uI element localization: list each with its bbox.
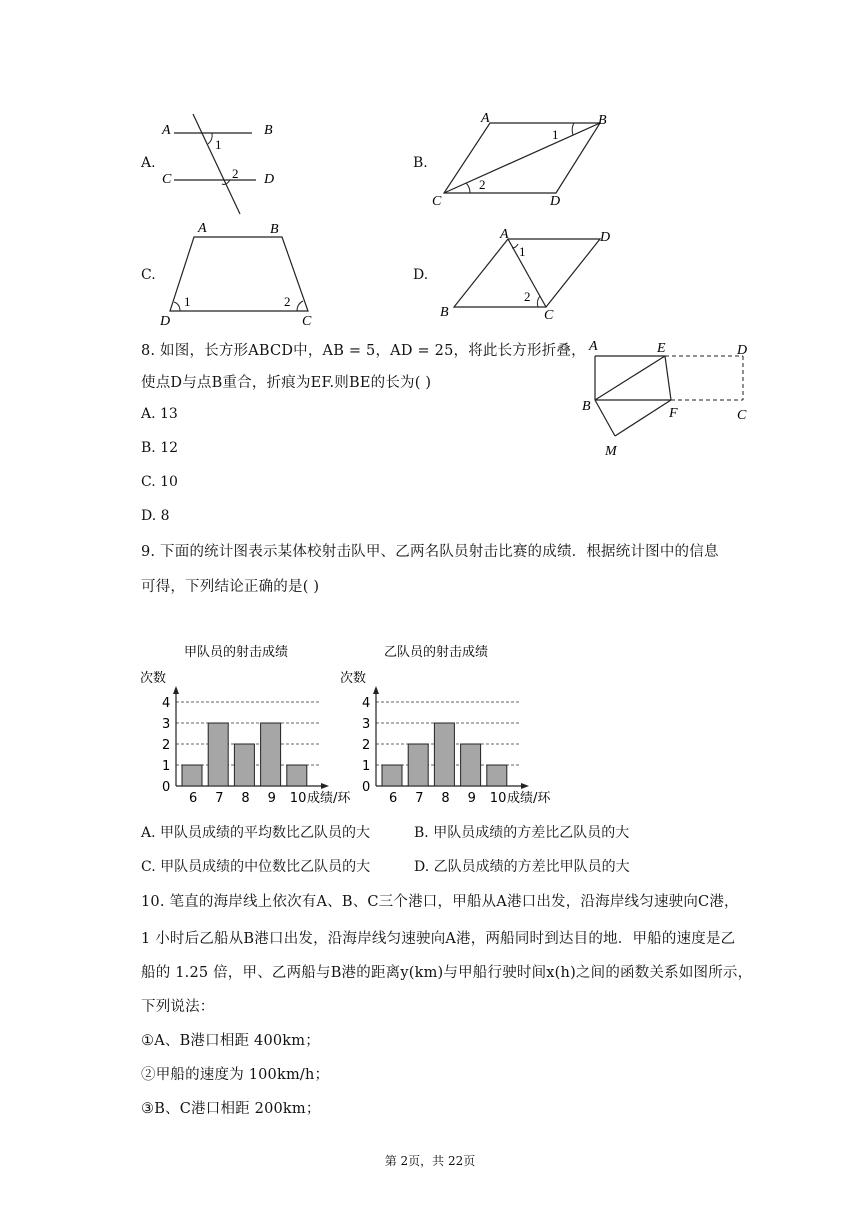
- bar-10: [287, 765, 307, 786]
- bar-10: [487, 765, 507, 786]
- q9-option-d: D. 乙队员成绩的方差比甲队员的大: [414, 859, 630, 875]
- y-tick-label: 1: [362, 759, 371, 774]
- q7-option-c-label: C.: [141, 267, 156, 283]
- q7-option-d-label: D.: [413, 267, 429, 283]
- y-tick-label: 3: [362, 717, 371, 732]
- y-axis-arrow: [373, 686, 379, 694]
- fig-c-label-b: B: [270, 222, 279, 237]
- fig-c-angle-1: 1: [184, 294, 191, 309]
- y-tick-label: 2: [162, 738, 171, 753]
- x-axis-arrow: [321, 783, 329, 789]
- bar-9: [261, 723, 281, 786]
- fig-c-label-d: D: [160, 314, 171, 329]
- bar-9: [461, 744, 481, 786]
- q7-option-b-label: B.: [413, 155, 428, 171]
- bar-7: [408, 744, 428, 786]
- x-tick-label: 8: [441, 791, 450, 806]
- fig-a-label-b: B: [264, 123, 273, 138]
- x-tick-label: 6: [189, 791, 198, 806]
- q8-option-a: A. 13: [141, 406, 178, 422]
- fig-b-label-a: A: [481, 111, 490, 126]
- y-tick-label: 4: [362, 696, 371, 711]
- y-axis-label: 次数: [340, 671, 367, 686]
- chart-title: 乙队员的射击成绩: [384, 645, 489, 660]
- q8-fig-label-c: C: [737, 408, 747, 423]
- q8-fig-label-b: B: [582, 399, 591, 414]
- x-tick-label: 10: [289, 791, 307, 806]
- bar-7: [208, 723, 228, 786]
- fig-d-label-d: D: [600, 230, 611, 245]
- x-axis-label: 成绩/环: [507, 791, 551, 806]
- x-tick-label: 6: [389, 791, 398, 806]
- x-tick-label: 9: [267, 791, 276, 806]
- bar-8: [434, 723, 454, 786]
- q9-option-a: A. 甲队员成绩的平均数比乙队员的大: [141, 825, 371, 841]
- y-tick-label: 4: [162, 696, 171, 711]
- q8-fig-label-a: A: [589, 339, 598, 354]
- y-tick-label: 0: [362, 780, 371, 795]
- q8-stem-line1: 8. 如图，长方形ABCD中，AB = 5，AD = 25，将此长方形折叠，: [141, 343, 586, 359]
- y-tick-label: 3: [162, 717, 171, 732]
- q8-folding-figure: [583, 334, 753, 462]
- q7-option-a-label: A.: [141, 155, 156, 171]
- q8-fig-label-e: E: [657, 341, 666, 356]
- fig-d-label-c: C: [544, 308, 554, 323]
- x-tick-label: 9: [467, 791, 476, 806]
- fig-a-label-a: A: [162, 123, 171, 138]
- fig-d-angle-1: 1: [519, 244, 526, 259]
- fig-a-label-c: C: [162, 172, 172, 187]
- x-tick-label: 7: [215, 791, 224, 806]
- x-axis-arrow: [521, 783, 529, 789]
- chart-jia: [140, 644, 351, 806]
- q10-stem-line4: 下列说法：: [141, 999, 215, 1015]
- q8-option-d: D. 8: [141, 508, 170, 524]
- q8-fig-label-m: M: [605, 444, 617, 459]
- q7-figure-d: [436, 222, 626, 324]
- x-tick-label: 10: [489, 791, 507, 806]
- q10-item-3: ③B、C港口相距 200km；: [141, 1101, 321, 1117]
- q10-stem-line1: 10. 笔直的海岸线上依次有A、B、C三个港口，甲船从A港口出发，沿海岸线匀速驶向C港，: [141, 894, 739, 910]
- x-tick-label: 7: [415, 791, 424, 806]
- x-tick-label: 8: [241, 791, 250, 806]
- q10-item-1: ①A、B港口相距 400km；: [141, 1033, 320, 1049]
- q8-option-c: C. 10: [141, 474, 178, 490]
- fig-b-label-b: B: [598, 113, 607, 128]
- chart-yi: [340, 644, 551, 806]
- q8-fig-label-f: F: [669, 406, 678, 421]
- q10-stem-line2: 1 小时后乙船从B港口出发，沿海岸线匀速驶向A港，两船同时到达目的地．甲船的速度是乙: [141, 931, 736, 947]
- q9-option-b: B. 甲队员成绩的方差比乙队员的大: [414, 825, 630, 841]
- page-footer: 第 2页，共 22页: [384, 1154, 476, 1168]
- fig-d-label-b: B: [440, 305, 449, 320]
- chart-title: 甲队员的射击成绩: [184, 645, 289, 660]
- fig-c-angle-2: 2: [284, 294, 291, 309]
- fig-a-angle-2: 2: [232, 166, 239, 181]
- fig-b-angle-2: 2: [479, 177, 486, 192]
- y-tick-label: 2: [362, 738, 371, 753]
- bar-6: [182, 765, 202, 786]
- y-tick-label: 1: [162, 759, 171, 774]
- q8-option-b: B. 12: [141, 440, 179, 456]
- y-tick-label: 0: [162, 780, 171, 795]
- q9-stem-line1: 9. 下面的统计图表示某体校射击队甲、乙两名队员射击比赛的成绩．根据统计图中的信息: [141, 544, 719, 560]
- q9-bar-charts: [136, 636, 576, 812]
- q7-figure-c: [158, 218, 328, 330]
- bar-6: [382, 765, 402, 786]
- q8-fig-label-d: D: [737, 343, 748, 358]
- fig-d-label-a: A: [500, 227, 509, 242]
- fig-b-label-c: C: [432, 194, 442, 209]
- bar-8: [234, 744, 254, 786]
- q7-figure-b: [428, 108, 618, 208]
- fig-b-label-d: D: [550, 194, 561, 209]
- y-axis-arrow: [173, 686, 179, 694]
- q9-stem-line2: 可得，下列结论正确的是( ): [141, 579, 320, 595]
- fig-a-angle-1: 1: [215, 137, 222, 152]
- fig-b-angle-1: 1: [552, 127, 559, 142]
- q10-item-2: ②甲船的速度为 100km/h；: [141, 1067, 330, 1083]
- y-axis-label: 次数: [140, 671, 167, 686]
- fig-c-label-a: A: [198, 221, 207, 236]
- q8-stem-line2: 使点D与点B重合，折痕为EF.则BE的长为( ): [141, 375, 432, 391]
- x-axis-label: 成绩/环: [307, 791, 351, 806]
- fig-c-label-c: C: [302, 314, 312, 329]
- fig-d-angle-2: 2: [524, 289, 531, 304]
- q9-option-c: C. 甲队员成绩的中位数比乙队员的大: [141, 859, 371, 875]
- q10-stem-line3: 船的 1.25 倍，甲、乙两船与B港的距离y(km)与甲船行驶时间x(h)之间的函数关系如图所示，: [141, 965, 753, 981]
- fig-a-label-d: D: [264, 172, 275, 187]
- q7-figure-a: [160, 110, 300, 220]
